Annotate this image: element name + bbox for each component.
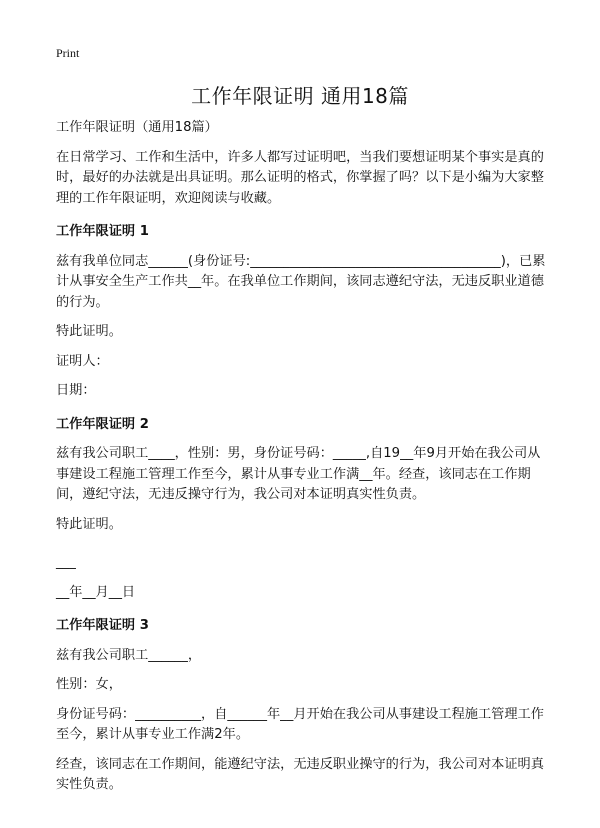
section-3-body: 身份证号码：__________，自______年__月开始在我公司从事建设工程施工管理工作至今，累计从事专业工作满2年。 <box>56 706 544 742</box>
section-2-body: 兹有我公司职工____，性别：男，身份证号码：_____,自19__年9月开始在我公司从事建设工程施工管理工作至今，累计从事专业工作满__年。经查，该同志在工作期间，遵纪守法，无违反操守行为，我公司对本证明真实性负责。 <box>56 446 541 502</box>
document-body <box>56 118 550 805</box>
section-2-cert: 特此证明。 <box>56 516 122 532</box>
section-3-gender: 性别：女， <box>56 677 122 692</box>
print-label: Print <box>56 46 80 60</box>
section-1-body: 兹有我单位同志______(身份证号:______________________________________)，已累计从事安全生产工作共__年。在我单位工作期间，该同志遵纪守法，无违反职业道德的行为。 <box>56 253 546 310</box>
page-title: 工作年限证明 通用18篇 <box>191 84 409 108</box>
intro-subtitle: 工作年限证明（通用18篇） <box>56 120 218 135</box>
section-1-witness: 证明人： <box>56 353 109 369</box>
section-1-date: 日期： <box>56 383 96 398</box>
section-2-date: __年__月__日 <box>56 584 136 600</box>
section-1-cert: 特此证明。 <box>56 324 122 339</box>
section-2-blank: ___ <box>56 555 76 570</box>
section-1-heading: 工作年限证明 1 <box>56 224 149 239</box>
section-3-heading: 工作年限证明 3 <box>56 618 149 633</box>
section-3-employee: 兹有我公司职工______， <box>56 647 202 663</box>
intro-paragraph: 在日常学习、工作和生活中，许多人都写过证明吧，当我们要想证明某个事实是真的时，最好的办法就是出具证明。那么证明的格式，你掌握了吗？以下是小编为大家整理的工作年限证明，欢迎阅读与收藏。 <box>56 149 544 206</box>
section-2-heading: 工作年限证明 2 <box>56 416 149 432</box>
section-3-check: 经查，该同志在工作期间，能遵纪守法，无违反职业操守的行为，我公司对本证明真实性负责。 <box>56 756 544 792</box>
